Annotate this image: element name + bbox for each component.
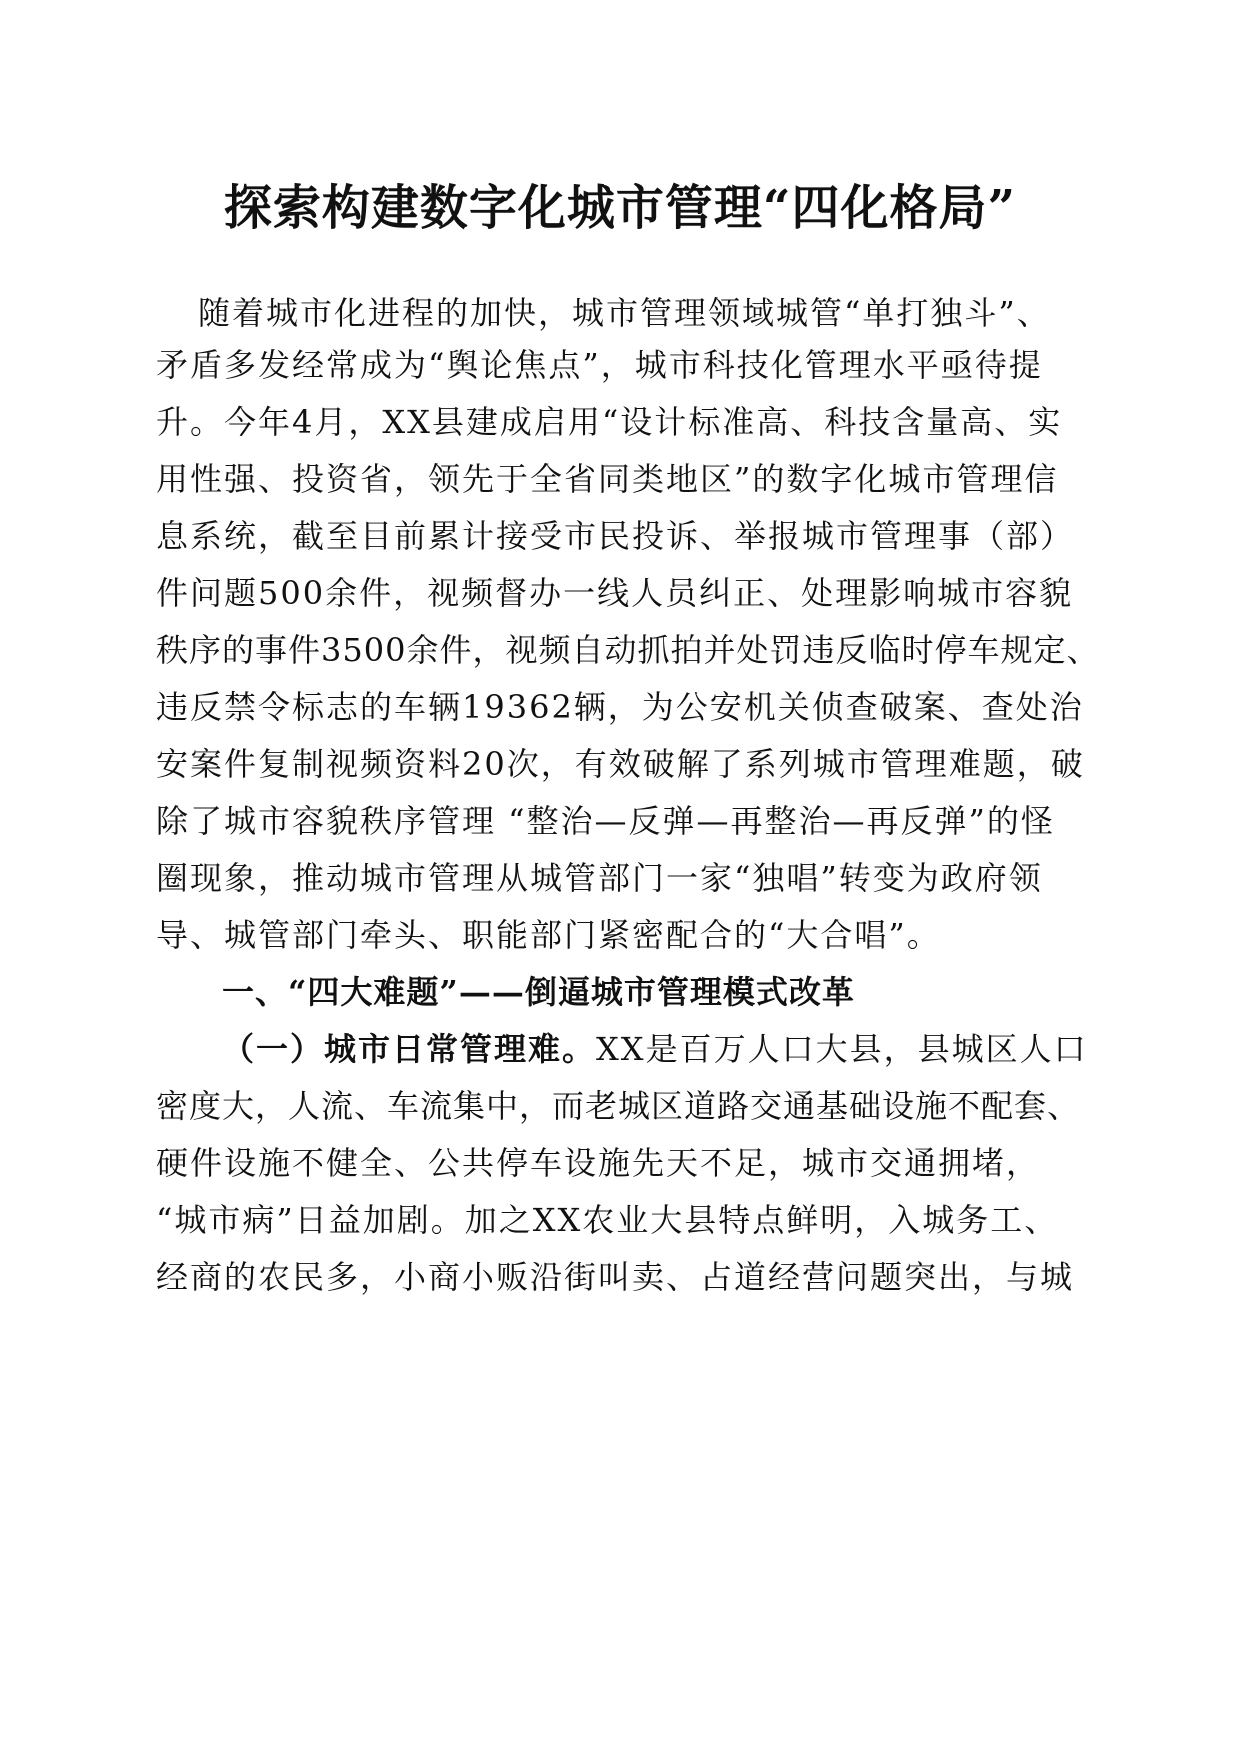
intro-line-9: 安案件复制视频资料20次，有效破解了系列城市管理难题，破: [156, 745, 1085, 783]
sub-line-1: 密度大，人流、车流集中，而老城区道路交通基础设施不配套、: [156, 1087, 1081, 1125]
intro-line-1: 随着城市化进程的加快，城市管理领域城管“单打独斗”、: [198, 294, 1051, 332]
intro-line-5: 息系统，截至目前累计接受市民投诉、举报城市管理事（部）: [156, 517, 1075, 555]
intro-line-7: 秩序的事件3500余件，视频自动抓拍并处罚违反临时停车规定、: [156, 631, 1100, 669]
intro-line-12: 导、城管部门牵头、职能部门紧密配合的“大合唱”。: [156, 916, 941, 954]
intro-line-4: 用性强、投资省，领先于全省同类地区”的数字化城市管理信: [156, 460, 1059, 498]
intro-line-11: 圈现象，推动城市管理从城管部门一家“独唱”转变为政府领: [156, 859, 1043, 897]
sub-line-4: 经商的农民多，小商小贩沿街叫卖、占道经营问题突出，与城: [156, 1258, 1075, 1296]
sub-heading-lead: （一）城市日常管理难。: [222, 1030, 597, 1068]
sub-heading-rest: XX是百万人口大县，县城区人口: [596, 1030, 1088, 1068]
section-heading: 一、“四大难题”——倒逼城市管理模式改革: [222, 973, 855, 1011]
intro-line-2: 矛盾多发经常成为“舆论焦点”，城市科技化管理水平亟待提: [156, 346, 1043, 384]
sub-heading-line: [222, 1027, 1172, 1071]
sub-line-2: 硬件设施不健全、公共停车设施先天不足，城市交通拥堵，: [156, 1144, 1041, 1182]
intro-line-3: 升。今年4月，XX县建成启用“设计标准高、科技含量高、实: [156, 403, 1063, 441]
document-title: 探索构建数字化城市管理“四化格局”: [223, 180, 1017, 236]
intro-line-6: 件问题500余件，视频督办一线人员纠正、处理影响城市容貌: [156, 574, 1074, 612]
sub-line-3: “城市病”日益加剧。加之XX农业大县特点鲜明，入城务工、: [156, 1201, 1059, 1239]
intro-line-10: 除了城市容貌秩序管理 “整治—反弹—再整治—再反弹”的怪: [156, 802, 1055, 840]
intro-line-8: 违反禁令标志的车辆19362辆，为公安机关侦查破案、查处治: [156, 688, 1084, 726]
